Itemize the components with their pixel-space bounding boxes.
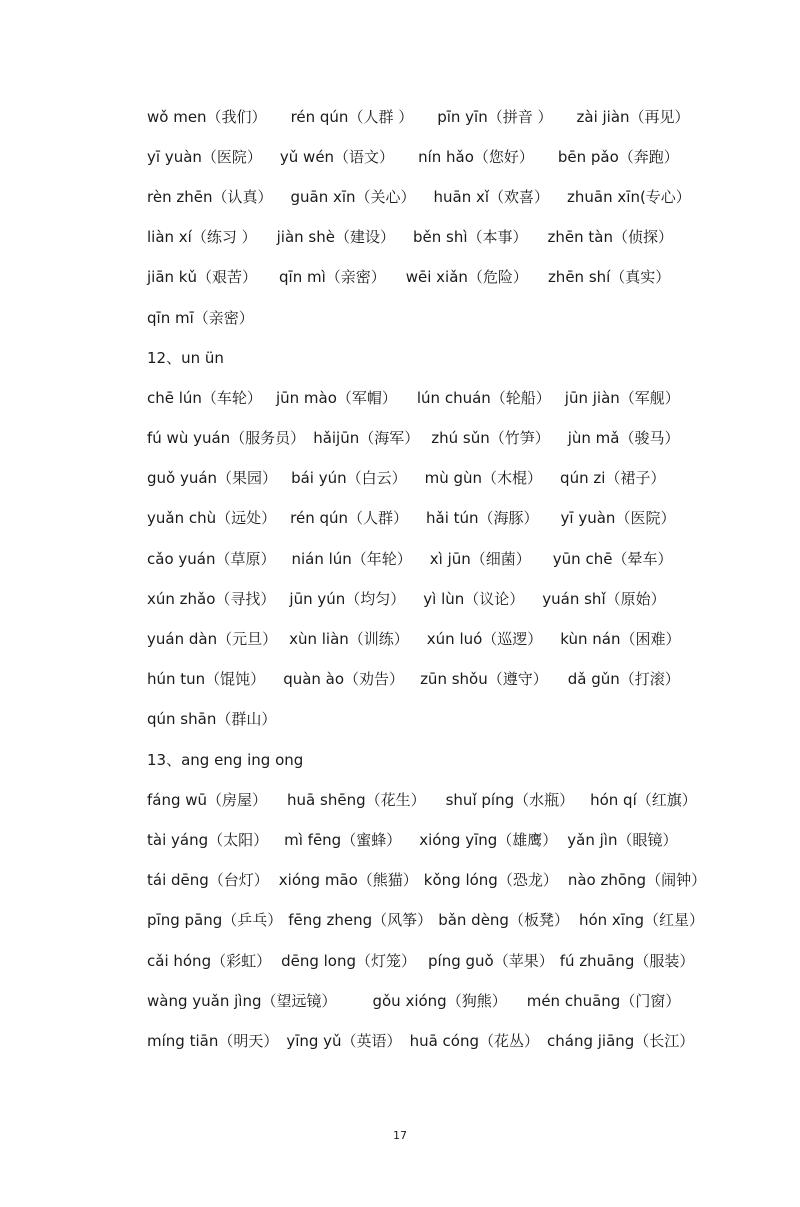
- word-row: [147, 779, 707, 819]
- vocab-word: xún luó（巡逻）: [426, 630, 543, 649]
- word-row: [147, 257, 707, 297]
- word-row: [147, 458, 707, 498]
- vocab-word: běn shì（本事）: [412, 228, 528, 247]
- vocab-word: xì jūn（细菌）: [429, 549, 531, 568]
- vocab-word: hǎi tún（海豚）: [426, 509, 539, 528]
- vocab-word: huān xǐ（欢喜）: [433, 187, 550, 206]
- vocab-word: qīn mì（亲密）: [279, 268, 386, 287]
- vocab-word: yǔ wén（语文）: [279, 147, 395, 166]
- vocab-word: dēng long（灯笼）: [281, 951, 417, 970]
- vocab-word: zhú sǔn（竹笋）: [431, 429, 550, 448]
- vocab-word: hún tun（馄饨）: [147, 670, 266, 689]
- vocab-word: quàn ào（劝告）: [283, 670, 405, 689]
- vocab-word: yuán dàn（元旦）: [147, 630, 278, 649]
- vocab-word: yī yuàn（医院）: [560, 509, 676, 528]
- vocab-word: nín hǎo（您好）: [418, 147, 534, 166]
- vocab-word: nián lún（年轮）: [291, 549, 412, 568]
- word-row: [147, 860, 707, 900]
- vocab-word: fú wù yuán（服务员）: [147, 429, 306, 448]
- word-row: [147, 418, 707, 458]
- word-row: [147, 578, 707, 618]
- vocab-word: rén qún（人群 ）: [290, 107, 414, 126]
- vocab-word: yǎn jìn（眼镜）: [567, 830, 678, 849]
- vocab-word: pīng pāng（乒乓）: [147, 911, 283, 930]
- vocab-word: jūn jiàn（军舰）: [564, 388, 680, 407]
- vocab-word: zhēn shí（真实）: [547, 268, 671, 287]
- vocab-word: xióng yīng（雄鹰）: [419, 830, 558, 849]
- word-row: [147, 900, 707, 940]
- vocab-word: mì fēng（蜜蜂）: [284, 830, 402, 849]
- vocab-word: liàn xí（练习 ）: [147, 228, 257, 247]
- vocabulary-list: [147, 96, 707, 1061]
- word-row: [147, 1020, 707, 1060]
- vocab-word: fēng zheng（风筝）: [288, 911, 433, 930]
- vocab-word: yuán shǐ（原始）: [542, 589, 666, 608]
- vocab-word: hǎijūn（海军）: [313, 429, 420, 448]
- vocab-word: wǒ men（我们）: [147, 107, 267, 126]
- word-row: [147, 136, 707, 176]
- vocab-word: zài jiàn（再见）: [576, 107, 690, 126]
- vocab-word: míng tiān（明天）: [147, 1031, 279, 1050]
- section-heading-text: 12、un ün: [147, 348, 224, 367]
- vocab-word: yì lùn（议论）: [423, 589, 525, 608]
- vocab-word: jùn mǎ（骏马）: [567, 429, 680, 448]
- vocab-word: qún zi（裙子）: [560, 469, 666, 488]
- vocab-word: kùn nán（困难）: [560, 630, 681, 649]
- vocab-word: wēi xiǎn（危险）: [405, 268, 528, 287]
- vocab-word: lún chuán（轮船）: [416, 388, 551, 407]
- word-row: [147, 538, 707, 578]
- word-row: [147, 699, 707, 739]
- vocab-word: xióng māo（熊猫）: [278, 871, 418, 890]
- vocab-word: jūn yún（均匀）: [289, 589, 406, 608]
- vocab-word: huā shēng（花生）: [287, 790, 426, 809]
- vocab-word: rèn zhēn（认真）: [147, 187, 273, 206]
- vocab-word: bēn pǎo（奔跑）: [557, 147, 679, 166]
- section-heading-text: 13、ang eng ing ong: [147, 750, 304, 769]
- vocab-word: cǎo yuán（草原）: [147, 549, 276, 568]
- vocab-word: bǎn dèng（板凳）: [438, 911, 569, 930]
- vocab-word: wàng yuǎn jìng（望远镜）: [147, 991, 337, 1010]
- vocab-word: jiàn shè（建设）: [276, 228, 395, 247]
- vocab-word: shuǐ píng（水瓶）: [445, 790, 575, 809]
- vocab-word: zhēn tàn（侦探）: [547, 228, 673, 247]
- word-row: [147, 940, 707, 980]
- vocab-word: kǒng lóng（恐龙）: [423, 871, 558, 890]
- vocab-word: xùn liàn（训练）: [289, 630, 409, 649]
- vocab-word: guān xīn（关心）: [290, 187, 416, 206]
- vocab-word: jūn mào（军帽）: [275, 388, 397, 407]
- section-heading: [147, 739, 707, 779]
- page-number: 17: [393, 1129, 407, 1142]
- vocab-word: tài yáng（太阳）: [147, 830, 269, 849]
- vocab-word: hón qí（红旗）: [590, 790, 697, 809]
- vocab-word: yuǎn chù（远处）: [147, 509, 277, 528]
- word-row: [147, 377, 707, 417]
- vocab-word: bái yún（白云）: [291, 469, 407, 488]
- vocab-word: fáng wū（房屋）: [147, 790, 268, 809]
- vocab-word: guǒ yuán（果园）: [147, 469, 278, 488]
- word-row: [147, 217, 707, 257]
- vocab-word: cháng jiāng（长江）: [547, 1031, 695, 1050]
- word-row: [147, 498, 707, 538]
- vocab-word: gǒu xióng（狗熊）: [372, 991, 507, 1010]
- word-row: [147, 659, 707, 699]
- word-row: [147, 618, 707, 658]
- vocab-word: qún shān（群山）: [147, 710, 277, 729]
- vocab-word: rén qún（人群）: [290, 509, 409, 528]
- vocab-word: yī yuàn（医院）: [147, 147, 262, 166]
- vocab-word: nào zhōng（闹钟）: [567, 871, 707, 890]
- vocab-word: fú zhuāng（服装）: [559, 951, 695, 970]
- vocab-word: píng guǒ（苹果）: [428, 951, 554, 970]
- vocab-word: dǎ gǔn（打滚）: [567, 670, 680, 689]
- word-row: [147, 96, 707, 136]
- vocab-word: yīng yǔ（英语）: [286, 1031, 402, 1050]
- vocab-word: zhuān xīn(专心）: [567, 187, 691, 206]
- vocab-word: mén chuāng（门窗）: [526, 991, 681, 1010]
- vocab-word: huā cóng（花丛）: [409, 1031, 539, 1050]
- vocab-word: xún zhǎo（寻找）: [147, 589, 276, 608]
- vocab-word: chē lún（车轮）: [147, 388, 262, 407]
- word-row: [147, 819, 707, 859]
- vocab-word: cǎi hóng（彩虹）: [147, 951, 272, 970]
- vocab-word: qīn mī（亲密）: [147, 308, 254, 327]
- vocab-word: zūn shǒu（遵守）: [420, 670, 548, 689]
- vocab-word: tái dēng（台灯）: [147, 871, 269, 890]
- section-heading: [147, 337, 707, 377]
- word-row: [147, 297, 707, 337]
- vocab-word: yūn chē（晕车）: [552, 549, 673, 568]
- word-row: [147, 176, 707, 216]
- vocab-word: jiān kǔ（艰苦）: [147, 268, 257, 287]
- word-row: [147, 980, 707, 1020]
- vocab-word: hón xīng（红星）: [578, 911, 705, 930]
- vocab-word: mù gùn（木棍）: [424, 469, 543, 488]
- vocab-word: pīn yīn（拼音 ）: [437, 107, 553, 126]
